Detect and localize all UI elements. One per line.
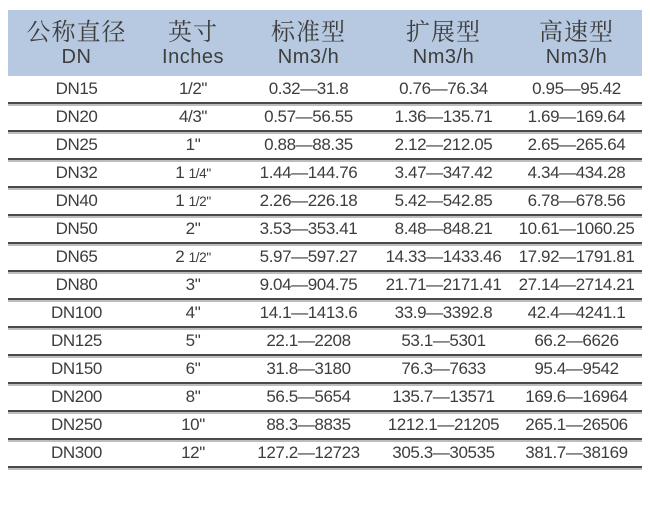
table-row: [8, 412, 642, 440]
cell-dn: DN150: [51, 359, 102, 378]
cell-extended: 305.3—30535: [392, 443, 495, 462]
table-row: [8, 216, 642, 244]
cell-high-speed: 42.4—4241.1: [527, 303, 626, 322]
cell-dn: DN125: [51, 331, 102, 350]
cell-high-speed: 4.34—434.28: [527, 163, 626, 182]
cell-high-speed: 6.78—678.56: [527, 191, 626, 210]
header-subtitle-extended: Nm3/h: [412, 46, 475, 69]
cell-extended: 14.33—1433.46: [385, 247, 502, 266]
table-row: [8, 328, 642, 356]
cell-standard: 3.53—353.41: [259, 219, 358, 238]
table-row: [8, 244, 642, 272]
table-row: [8, 104, 642, 132]
cell-dn: DN80: [55, 275, 98, 294]
header-title-high-speed: 高速型: [539, 18, 614, 46]
cell-high-speed: 381.7—38169: [525, 443, 628, 462]
cell-extended: 76.3—7633: [401, 359, 486, 378]
cell-standard: 0.57—56.55: [264, 107, 353, 126]
cell-inches: 2 1/2": [175, 247, 211, 266]
cell-high-speed: 0.95—95.42: [532, 79, 621, 98]
cell-standard: 9.04—904.75: [259, 275, 358, 294]
cell-inches: 1 1/2": [175, 191, 211, 210]
table-row: [8, 272, 642, 300]
cell-high-speed: 66.2—6626: [534, 331, 619, 350]
cell-inches: 6": [185, 359, 201, 378]
cell-high-speed: 2.65—265.64: [527, 135, 626, 154]
cell-dn: DN100: [51, 303, 102, 322]
header-cell-high-speed: [511, 17, 642, 70]
cell-extended: 1212.1—21205: [387, 415, 500, 434]
cell-standard: 0.88—88.35: [264, 135, 353, 154]
cell-standard: 127.2—12723: [257, 443, 360, 462]
header-title-dn: 公称直径: [26, 18, 127, 46]
header-subtitle-dn: DN: [61, 46, 92, 69]
table-row: [8, 356, 642, 384]
cell-standard: 14.1—1413.6: [259, 303, 358, 322]
header-cell-standard: [241, 17, 376, 70]
cell-high-speed: 95.4—9542: [534, 359, 619, 378]
cell-dn: DN15: [55, 79, 98, 98]
header-title-extended: 扩展型: [406, 18, 481, 46]
header-subtitle-standard: Nm3/h: [277, 46, 340, 69]
cell-inches: 1": [185, 135, 201, 154]
cell-high-speed: 1.69—169.64: [527, 107, 626, 126]
cell-standard: 0.32—31.8: [268, 79, 349, 98]
cell-dn: DN50: [55, 219, 98, 238]
table-row: [8, 160, 642, 188]
header-cell-dn: [8, 17, 145, 70]
cell-extended: 1.36—135.71: [394, 107, 493, 126]
cell-dn: DN65: [55, 247, 98, 266]
header-subtitle-high-speed: Nm3/h: [545, 46, 608, 69]
cell-inches: 3": [185, 275, 201, 294]
cell-high-speed: 169.6—16964: [525, 387, 628, 406]
cell-standard: 88.3—8835: [266, 415, 351, 434]
cell-extended: 5.42—542.85: [394, 191, 493, 210]
cell-inches: 1/2": [178, 79, 208, 98]
cell-dn: DN300: [51, 443, 102, 462]
cell-dn: DN32: [55, 163, 98, 182]
cell-standard: 56.5—5654: [266, 387, 351, 406]
cell-dn: DN40: [55, 191, 98, 210]
cell-standard: 1.44—144.76: [259, 163, 358, 182]
table-row: [8, 300, 642, 328]
cell-extended: 3.47—347.42: [394, 163, 493, 182]
cell-inches: 8": [185, 387, 201, 406]
header-title-inches: 英寸: [168, 18, 218, 46]
cell-high-speed: 10.61—1060.25: [518, 219, 635, 238]
table-body: [8, 76, 642, 468]
table-header: [8, 10, 642, 76]
cell-dn: DN25: [55, 135, 98, 154]
cell-inches: 2": [185, 219, 201, 238]
cell-extended: 8.48—848.21: [394, 219, 493, 238]
cell-high-speed: 17.92—1791.81: [518, 247, 635, 266]
cell-inches: 10": [181, 415, 205, 434]
cell-inches: 5": [185, 331, 201, 350]
cell-extended: 53.1—5301: [401, 331, 486, 350]
cell-inches: 1 1/4": [175, 163, 211, 182]
table-row: [8, 132, 642, 160]
cell-extended: 33.9—3392.8: [394, 303, 493, 322]
cell-dn: DN20: [55, 107, 98, 126]
cell-standard: 2.26—226.18: [259, 191, 358, 210]
table-row: [8, 440, 642, 468]
spec-table: [8, 10, 642, 468]
cell-standard: 5.97—597.27: [259, 247, 358, 266]
cell-extended: 21.71—2171.41: [385, 275, 502, 294]
cell-extended: 135.7—13571: [392, 387, 495, 406]
cell-inches: 4": [185, 303, 201, 322]
cell-dn: DN200: [51, 387, 102, 406]
cell-inches: 12": [181, 443, 205, 462]
table-row: [8, 384, 642, 412]
header-title-standard: 标准型: [271, 18, 346, 46]
cell-standard: 31.8—3180: [266, 359, 351, 378]
cell-standard: 22.1—2208: [266, 331, 351, 350]
table-row: [8, 188, 642, 216]
cell-high-speed: 27.14—2714.21: [518, 275, 635, 294]
cell-high-speed: 265.1—26506: [525, 415, 628, 434]
cell-inches: 4/3": [178, 107, 208, 126]
cell-dn: DN250: [51, 415, 102, 434]
table-row: [8, 76, 642, 104]
cell-extended: 2.12—212.05: [394, 135, 493, 154]
header-cell-extended: [376, 17, 511, 70]
header-cell-inches: [145, 17, 241, 70]
cell-extended: 0.76—76.34: [399, 79, 488, 98]
header-subtitle-inches: Inches: [162, 46, 224, 69]
